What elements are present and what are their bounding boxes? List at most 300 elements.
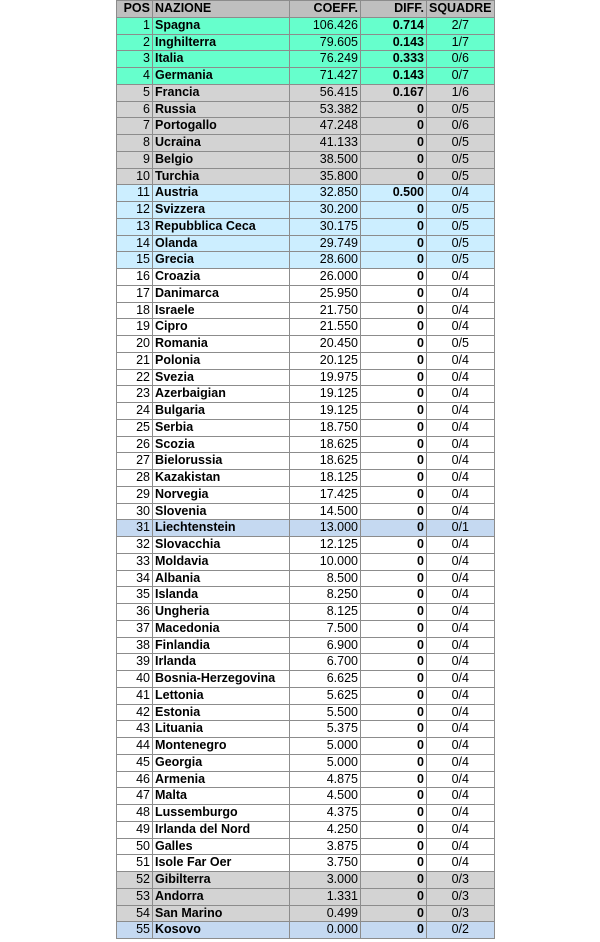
cell-coefficient: 5.500	[290, 704, 361, 721]
cell-squads: 0/4	[427, 319, 495, 336]
cell-difference: 0	[361, 587, 427, 604]
cell-pos: 28	[117, 470, 153, 487]
cell-coefficient: 35.800	[290, 168, 361, 185]
cell-difference: 0	[361, 369, 427, 386]
cell-pos: 49	[117, 821, 153, 838]
cell-pos: 40	[117, 671, 153, 688]
cell-squads: 0/4	[427, 637, 495, 654]
cell-country: Isole Far Oer	[153, 855, 290, 872]
cell-squads: 0/4	[427, 570, 495, 587]
cell-coefficient: 79.605	[290, 34, 361, 51]
cell-coefficient: 5.000	[290, 738, 361, 755]
cell-pos: 3	[117, 51, 153, 68]
cell-difference: 0	[361, 637, 427, 654]
cell-country: Repubblica Ceca	[153, 218, 290, 235]
cell-coefficient: 26.000	[290, 269, 361, 286]
cell-difference: 0	[361, 604, 427, 621]
cell-squads: 0/5	[427, 252, 495, 269]
table-row	[117, 252, 495, 269]
cell-coefficient: 19.125	[290, 403, 361, 420]
cell-country: Svezia	[153, 369, 290, 386]
cell-coefficient: 53.382	[290, 101, 361, 118]
cell-country: Inghilterra	[153, 34, 290, 51]
cell-coefficient: 10.000	[290, 553, 361, 570]
header-pos: POS	[117, 1, 153, 18]
cell-country: Grecia	[153, 252, 290, 269]
cell-difference: 0	[361, 336, 427, 353]
cell-country: Svizzera	[153, 202, 290, 219]
cell-coefficient: 20.125	[290, 352, 361, 369]
cell-country: Russia	[153, 101, 290, 118]
table-row	[117, 51, 495, 68]
cell-squads: 0/5	[427, 218, 495, 235]
cell-pos: 38	[117, 637, 153, 654]
cell-pos: 27	[117, 453, 153, 470]
cell-squads: 0/4	[427, 386, 495, 403]
table-row	[117, 436, 495, 453]
table-row	[117, 805, 495, 822]
cell-pos: 55	[117, 922, 153, 939]
cell-difference: 0	[361, 269, 427, 286]
cell-pos: 9	[117, 151, 153, 168]
cell-coefficient: 28.600	[290, 252, 361, 269]
cell-squads: 0/4	[427, 587, 495, 604]
cell-country: Irlanda	[153, 654, 290, 671]
cell-coefficient: 41.133	[290, 135, 361, 152]
cell-country: Portogallo	[153, 118, 290, 135]
table-row	[117, 587, 495, 604]
cell-difference: 0	[361, 805, 427, 822]
cell-country: Estonia	[153, 704, 290, 721]
cell-difference: 0	[361, 922, 427, 939]
cell-country: Kazakistan	[153, 470, 290, 487]
table-row	[117, 386, 495, 403]
cell-difference: 0	[361, 888, 427, 905]
cell-squads: 2/7	[427, 17, 495, 34]
cell-country: Israele	[153, 302, 290, 319]
table-row	[117, 604, 495, 621]
cell-difference: 0.714	[361, 17, 427, 34]
cell-difference: 0	[361, 872, 427, 889]
cell-coefficient: 19.125	[290, 386, 361, 403]
cell-country: Lituania	[153, 721, 290, 738]
cell-squads: 0/4	[427, 671, 495, 688]
cell-country: Croazia	[153, 269, 290, 286]
table-row	[117, 687, 495, 704]
table-row	[117, 754, 495, 771]
cell-difference: 0	[361, 821, 427, 838]
cell-country: Lussemburgo	[153, 805, 290, 822]
cell-pos: 4	[117, 68, 153, 85]
cell-squads: 0/6	[427, 118, 495, 135]
cell-difference: 0	[361, 453, 427, 470]
cell-difference: 0.333	[361, 51, 427, 68]
cell-squads: 0/4	[427, 470, 495, 487]
cell-pos: 13	[117, 218, 153, 235]
cell-difference: 0	[361, 704, 427, 721]
cell-difference: 0	[361, 570, 427, 587]
cell-difference: 0	[361, 118, 427, 135]
cell-squads: 0/2	[427, 922, 495, 939]
cell-pos: 34	[117, 570, 153, 587]
cell-coefficient: 17.425	[290, 486, 361, 503]
cell-country: Slovacchia	[153, 537, 290, 554]
cell-squads: 0/5	[427, 101, 495, 118]
cell-difference: 0	[361, 503, 427, 520]
cell-country: Gibilterra	[153, 872, 290, 889]
cell-squads: 0/4	[427, 369, 495, 386]
table-row	[117, 403, 495, 420]
cell-squads: 0/4	[427, 537, 495, 554]
cell-difference: 0	[361, 687, 427, 704]
cell-country: Montenegro	[153, 738, 290, 755]
cell-difference: 0	[361, 403, 427, 420]
cell-pos: 5	[117, 84, 153, 101]
table-row	[117, 671, 495, 688]
cell-country: Ungheria	[153, 604, 290, 621]
cell-difference: 0	[361, 620, 427, 637]
cell-difference: 0	[361, 671, 427, 688]
table-row	[117, 235, 495, 252]
cell-country: Georgia	[153, 754, 290, 771]
cell-difference: 0	[361, 721, 427, 738]
cell-squads: 0/4	[427, 486, 495, 503]
cell-squads: 0/4	[427, 805, 495, 822]
cell-squads: 1/6	[427, 84, 495, 101]
cell-pos: 37	[117, 620, 153, 637]
cell-coefficient: 18.625	[290, 453, 361, 470]
cell-pos: 21	[117, 352, 153, 369]
cell-squads: 0/4	[427, 302, 495, 319]
cell-coefficient: 7.500	[290, 620, 361, 637]
cell-country: Andorra	[153, 888, 290, 905]
cell-country: Olanda	[153, 235, 290, 252]
cell-pos: 32	[117, 537, 153, 554]
cell-difference: 0	[361, 436, 427, 453]
table-row	[117, 503, 495, 520]
cell-coefficient: 29.749	[290, 235, 361, 252]
cell-squads: 0/4	[427, 788, 495, 805]
header-coeff: COEFF.	[290, 1, 361, 18]
cell-coefficient: 18.625	[290, 436, 361, 453]
cell-pos: 14	[117, 235, 153, 252]
cell-squads: 0/4	[427, 721, 495, 738]
cell-country: Irlanda del Nord	[153, 821, 290, 838]
table-body	[117, 17, 495, 938]
table-row	[117, 34, 495, 51]
table-row	[117, 620, 495, 637]
table-row	[117, 704, 495, 721]
cell-pos: 31	[117, 520, 153, 537]
table-row	[117, 922, 495, 939]
cell-squads: 0/4	[427, 453, 495, 470]
cell-difference: 0	[361, 486, 427, 503]
cell-squads: 0/4	[427, 604, 495, 621]
cell-coefficient: 4.250	[290, 821, 361, 838]
cell-coefficient: 12.125	[290, 537, 361, 554]
cell-squads: 0/4	[427, 821, 495, 838]
table-row	[117, 185, 495, 202]
cell-pos: 8	[117, 135, 153, 152]
cell-country: Scozia	[153, 436, 290, 453]
cell-squads: 0/5	[427, 336, 495, 353]
cell-difference: 0	[361, 352, 427, 369]
cell-pos: 29	[117, 486, 153, 503]
cell-difference: 0	[361, 654, 427, 671]
cell-pos: 36	[117, 604, 153, 621]
cell-coefficient: 0.000	[290, 922, 361, 939]
cell-squads: 0/4	[427, 704, 495, 721]
cell-difference: 0	[361, 302, 427, 319]
cell-coefficient: 5.000	[290, 754, 361, 771]
cell-country: Bulgaria	[153, 403, 290, 420]
cell-difference: 0	[361, 553, 427, 570]
cell-squads: 0/5	[427, 202, 495, 219]
cell-coefficient: 71.427	[290, 68, 361, 85]
cell-difference: 0	[361, 838, 427, 855]
cell-difference: 0	[361, 855, 427, 872]
ranking-table-container	[116, 0, 495, 939]
cell-squads: 0/4	[427, 771, 495, 788]
table-row	[117, 520, 495, 537]
cell-country: Ucraina	[153, 135, 290, 152]
cell-country: Malta	[153, 788, 290, 805]
cell-country: Liechtenstein	[153, 520, 290, 537]
table-row	[117, 888, 495, 905]
cell-difference: 0.167	[361, 84, 427, 101]
cell-squads: 0/1	[427, 520, 495, 537]
cell-squads: 0/3	[427, 872, 495, 889]
cell-squads: 0/7	[427, 68, 495, 85]
cell-coefficient: 18.125	[290, 470, 361, 487]
table-row	[117, 838, 495, 855]
cell-squads: 0/4	[427, 620, 495, 637]
cell-country: Serbia	[153, 419, 290, 436]
cell-pos: 52	[117, 872, 153, 889]
cell-difference: 0.143	[361, 68, 427, 85]
cell-coefficient: 25.950	[290, 285, 361, 302]
table-row	[117, 352, 495, 369]
cell-pos: 39	[117, 654, 153, 671]
cell-difference: 0	[361, 202, 427, 219]
cell-pos: 51	[117, 855, 153, 872]
cell-coefficient: 5.625	[290, 687, 361, 704]
cell-pos: 33	[117, 553, 153, 570]
cell-difference: 0	[361, 135, 427, 152]
cell-country: Armenia	[153, 771, 290, 788]
cell-pos: 18	[117, 302, 153, 319]
cell-coefficient: 5.375	[290, 721, 361, 738]
cell-squads: 0/4	[427, 436, 495, 453]
cell-pos: 17	[117, 285, 153, 302]
cell-pos: 20	[117, 336, 153, 353]
table-row	[117, 336, 495, 353]
cell-country: Cipro	[153, 319, 290, 336]
cell-squads: 0/5	[427, 168, 495, 185]
cell-country: Italia	[153, 51, 290, 68]
cell-pos: 15	[117, 252, 153, 269]
cell-country: Belgio	[153, 151, 290, 168]
cell-squads: 0/4	[427, 352, 495, 369]
cell-pos: 45	[117, 754, 153, 771]
cell-squads: 0/4	[427, 738, 495, 755]
cell-country: Slovenia	[153, 503, 290, 520]
cell-difference: 0	[361, 319, 427, 336]
cell-coefficient: 0.499	[290, 905, 361, 922]
table-row	[117, 419, 495, 436]
cell-coefficient: 3.750	[290, 855, 361, 872]
cell-pos: 16	[117, 269, 153, 286]
cell-pos: 25	[117, 419, 153, 436]
cell-squads: 0/4	[427, 553, 495, 570]
cell-difference: 0	[361, 168, 427, 185]
cell-pos: 19	[117, 319, 153, 336]
table-row	[117, 821, 495, 838]
cell-coefficient: 30.175	[290, 218, 361, 235]
table-row	[117, 654, 495, 671]
table-row	[117, 872, 495, 889]
table-row	[117, 269, 495, 286]
table-row	[117, 118, 495, 135]
table-row	[117, 168, 495, 185]
cell-difference: 0	[361, 905, 427, 922]
cell-difference: 0	[361, 788, 427, 805]
cell-country: Bielorussia	[153, 453, 290, 470]
cell-squads: 0/6	[427, 51, 495, 68]
cell-country: Austria	[153, 185, 290, 202]
cell-squads: 0/3	[427, 888, 495, 905]
cell-country: Bosnia-Herzegovina	[153, 671, 290, 688]
cell-pos: 46	[117, 771, 153, 788]
cell-difference: 0	[361, 285, 427, 302]
cell-country: Albania	[153, 570, 290, 587]
table-row	[117, 738, 495, 755]
cell-pos: 23	[117, 386, 153, 403]
cell-squads: 0/5	[427, 151, 495, 168]
header-row	[117, 1, 495, 18]
table-row	[117, 855, 495, 872]
cell-pos: 11	[117, 185, 153, 202]
cell-country: Macedonia	[153, 620, 290, 637]
table-row	[117, 218, 495, 235]
table-row	[117, 319, 495, 336]
cell-coefficient: 106.426	[290, 17, 361, 34]
cell-country: Finlandia	[153, 637, 290, 654]
cell-pos: 47	[117, 788, 153, 805]
cell-coefficient: 30.200	[290, 202, 361, 219]
table-row	[117, 101, 495, 118]
cell-country: Danimarca	[153, 285, 290, 302]
cell-country: Germania	[153, 68, 290, 85]
table-row	[117, 84, 495, 101]
cell-squads: 0/4	[427, 654, 495, 671]
table-row	[117, 285, 495, 302]
cell-coefficient: 6.625	[290, 671, 361, 688]
cell-squads: 0/4	[427, 838, 495, 855]
table-row	[117, 302, 495, 319]
cell-coefficient: 38.500	[290, 151, 361, 168]
cell-squads: 0/4	[427, 855, 495, 872]
cell-squads: 0/4	[427, 269, 495, 286]
header-diff: DIFF.	[361, 1, 427, 18]
cell-pos: 35	[117, 587, 153, 604]
cell-difference: 0.143	[361, 34, 427, 51]
cell-squads: 0/4	[427, 185, 495, 202]
cell-country: Islanda	[153, 587, 290, 604]
cell-coefficient: 8.250	[290, 587, 361, 604]
cell-pos: 7	[117, 118, 153, 135]
cell-difference: 0	[361, 537, 427, 554]
cell-coefficient: 8.125	[290, 604, 361, 621]
cell-country: Lettonia	[153, 687, 290, 704]
cell-coefficient: 18.750	[290, 419, 361, 436]
cell-coefficient: 4.875	[290, 771, 361, 788]
cell-difference: 0	[361, 470, 427, 487]
cell-coefficient: 6.900	[290, 637, 361, 654]
table-row	[117, 537, 495, 554]
table-row	[117, 486, 495, 503]
cell-difference: 0	[361, 101, 427, 118]
cell-country: Spagna	[153, 17, 290, 34]
table-row	[117, 453, 495, 470]
cell-difference: 0	[361, 386, 427, 403]
cell-coefficient: 3.000	[290, 872, 361, 889]
uefa-coefficient-table	[116, 0, 495, 939]
table-row	[117, 151, 495, 168]
cell-difference: 0.500	[361, 185, 427, 202]
cell-difference: 0	[361, 252, 427, 269]
cell-pos: 6	[117, 101, 153, 118]
cell-pos: 43	[117, 721, 153, 738]
table-row	[117, 771, 495, 788]
cell-squads: 0/4	[427, 503, 495, 520]
cell-coefficient: 13.000	[290, 520, 361, 537]
cell-pos: 26	[117, 436, 153, 453]
cell-pos: 12	[117, 202, 153, 219]
table-row	[117, 905, 495, 922]
table-row	[117, 570, 495, 587]
table-row	[117, 369, 495, 386]
cell-country: Galles	[153, 838, 290, 855]
cell-pos: 22	[117, 369, 153, 386]
cell-country: Azerbaigian	[153, 386, 290, 403]
cell-country: Polonia	[153, 352, 290, 369]
cell-coefficient: 20.450	[290, 336, 361, 353]
cell-difference: 0	[361, 738, 427, 755]
table-row	[117, 135, 495, 152]
cell-coefficient: 21.550	[290, 319, 361, 336]
cell-pos: 53	[117, 888, 153, 905]
cell-country: Norvegia	[153, 486, 290, 503]
cell-squads: 0/4	[427, 687, 495, 704]
cell-difference: 0	[361, 520, 427, 537]
header-name: NAZIONE	[153, 1, 290, 18]
cell-country: Moldavia	[153, 553, 290, 570]
cell-difference: 0	[361, 771, 427, 788]
table-row	[117, 202, 495, 219]
cell-country: Turchia	[153, 168, 290, 185]
table-row	[117, 68, 495, 85]
table-row	[117, 788, 495, 805]
cell-coefficient: 6.700	[290, 654, 361, 671]
cell-coefficient: 14.500	[290, 503, 361, 520]
cell-pos: 41	[117, 687, 153, 704]
cell-squads: 0/4	[427, 403, 495, 420]
cell-coefficient: 3.875	[290, 838, 361, 855]
cell-pos: 30	[117, 503, 153, 520]
table-row	[117, 17, 495, 34]
cell-coefficient: 4.500	[290, 788, 361, 805]
